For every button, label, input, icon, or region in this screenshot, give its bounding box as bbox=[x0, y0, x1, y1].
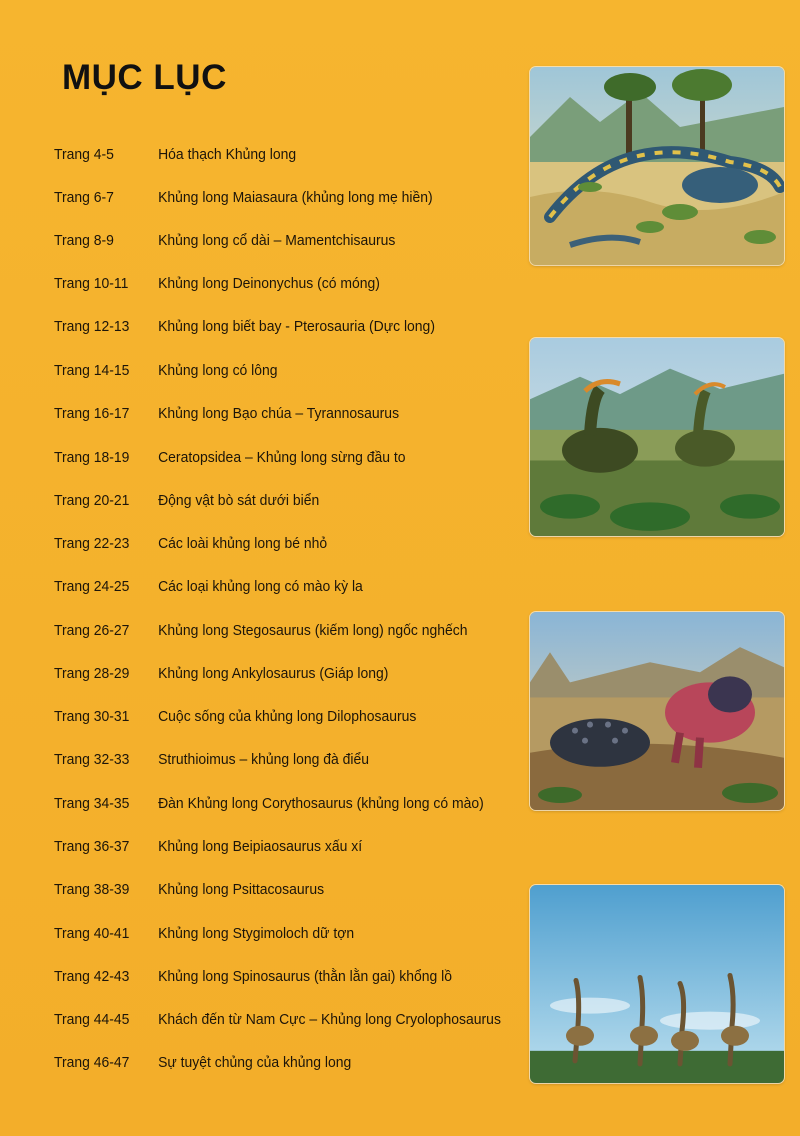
toc-page-ref: Trang 26-27 bbox=[53, 622, 130, 639]
toc-row[interactable] bbox=[0, 925, 502, 949]
toc-entry-title: Khủng long Psittacosaurus bbox=[158, 881, 325, 898]
toc-row[interactable] bbox=[0, 232, 502, 256]
toc-entry-title: Khách đến từ Nam Cực – Khủng long Cryolophosaurus bbox=[158, 1011, 501, 1028]
toc-page-ref: Trang 32-33 bbox=[53, 751, 130, 768]
toc-entry-title: Hóa thạch Khủng long bbox=[158, 146, 297, 163]
toc-row[interactable] bbox=[0, 275, 502, 299]
toc-row[interactable] bbox=[0, 751, 502, 775]
page-title: MỤC LỤC bbox=[62, 58, 227, 97]
toc-page-ref: Trang 30-31 bbox=[53, 708, 130, 725]
toc-entry-title: Khủng long Beipiaosaurus xấu xí bbox=[158, 838, 363, 855]
toc-entry-title: Sự tuyệt chủng của khủng long bbox=[158, 1054, 352, 1071]
toc-row[interactable] bbox=[0, 362, 502, 386]
toc-page-ref: Trang 24-25 bbox=[53, 578, 130, 595]
toc-row[interactable] bbox=[0, 795, 502, 819]
toc-page-ref: Trang 20-21 bbox=[53, 492, 130, 509]
toc-row[interactable] bbox=[0, 708, 502, 732]
toc-page-ref: Trang 46-47 bbox=[53, 1054, 130, 1071]
toc-page-ref: Trang 36-37 bbox=[53, 838, 130, 855]
toc-row[interactable] bbox=[0, 189, 502, 213]
toc-entry-title: Các loại khủng long có mào kỳ la bbox=[158, 578, 363, 595]
toc-page-ref: Trang 16-17 bbox=[53, 405, 130, 422]
toc-page-ref: Trang 34-35 bbox=[53, 795, 130, 812]
toc-entry-title: Khủng long biết bay - Pterosauria (Dực long) bbox=[158, 318, 435, 335]
crested-dinosaurs-illustration bbox=[530, 338, 784, 536]
toc-page-ref: Trang 14-15 bbox=[53, 362, 130, 379]
ostrich-dinosaurs-illustration bbox=[530, 885, 784, 1083]
toc-entry-title: Khủng long cổ dài – Mamentchisaurus bbox=[158, 232, 396, 249]
toc-row[interactable] bbox=[0, 405, 502, 429]
toc-page-ref: Trang 6-7 bbox=[53, 189, 114, 206]
toc-page-ref: Trang 28-29 bbox=[53, 665, 130, 682]
long-neck-dinosaurs-illustration bbox=[530, 67, 784, 265]
toc-row[interactable] bbox=[0, 1011, 502, 1035]
toc-page-ref: Trang 40-41 bbox=[53, 925, 130, 942]
toc-row[interactable] bbox=[0, 1054, 502, 1078]
toc-page-ref: Trang 4-5 bbox=[53, 146, 114, 163]
toc-entry-title: Khủng long Maiasaura (khủng long mẹ hiền) bbox=[158, 189, 433, 206]
toc-page-ref: Trang 12-13 bbox=[53, 318, 130, 335]
toc-entry-title: Ceratopsidea – Khủng long sừng đầu to bbox=[158, 449, 406, 466]
toc-row[interactable] bbox=[0, 535, 502, 559]
toc-page-ref: Trang 44-45 bbox=[53, 1011, 130, 1028]
toc-row[interactable] bbox=[0, 492, 502, 516]
toc-entry-title: Khủng long có lông bbox=[158, 362, 278, 379]
toc-row[interactable] bbox=[0, 622, 502, 646]
toc-page-ref: Trang 22-23 bbox=[53, 535, 130, 552]
toc-row[interactable] bbox=[0, 318, 502, 342]
toc-row[interactable] bbox=[0, 881, 502, 905]
toc-entry-title: Khủng long Spinosaurus (thằn lằn gai) khổng lồ bbox=[158, 968, 453, 985]
toc-row[interactable] bbox=[0, 449, 502, 473]
toc-row[interactable] bbox=[0, 838, 502, 862]
toc-page-ref: Trang 10-11 bbox=[53, 275, 129, 292]
ankylosaurus-fight-illustration bbox=[530, 612, 784, 810]
toc-entry-title: Struthioimus – khủng long đà điểu bbox=[158, 751, 370, 768]
toc-entry-title: Động vật bò sát dưới biển bbox=[158, 492, 320, 509]
toc-entry-title: Khủng long Ankylosaurus (Giáp long) bbox=[158, 665, 389, 682]
toc-row[interactable] bbox=[0, 968, 502, 992]
toc-row[interactable] bbox=[0, 665, 502, 689]
toc-page-ref: Trang 42-43 bbox=[53, 968, 130, 985]
toc-entry-title: Đàn Khủng long Corythosaurus (khủng long có mào) bbox=[158, 795, 484, 812]
toc-entry-title: Các loài khủng long bé nhỏ bbox=[158, 535, 328, 552]
toc-entry-title: Khủng long Deinonychus (có móng) bbox=[158, 275, 380, 292]
toc-entry-title: Khủng long Bạo chúa – Tyrannosaurus bbox=[158, 405, 400, 422]
toc-entry-title: Khủng long Stygimoloch dữ tợn bbox=[158, 925, 355, 942]
toc-entry-title: Cuộc sống của khủng long Dilophosaurus bbox=[158, 708, 417, 725]
toc-page-ref: Trang 18-19 bbox=[53, 449, 130, 466]
toc-page-ref: Trang 38-39 bbox=[53, 881, 130, 898]
toc-row[interactable] bbox=[0, 578, 502, 602]
toc-row[interactable] bbox=[0, 146, 502, 170]
toc-entry-title: Khủng long Stegosaurus (kiếm long) ngốc nghếch bbox=[158, 622, 468, 639]
toc-page-ref: Trang 8-9 bbox=[53, 232, 114, 249]
